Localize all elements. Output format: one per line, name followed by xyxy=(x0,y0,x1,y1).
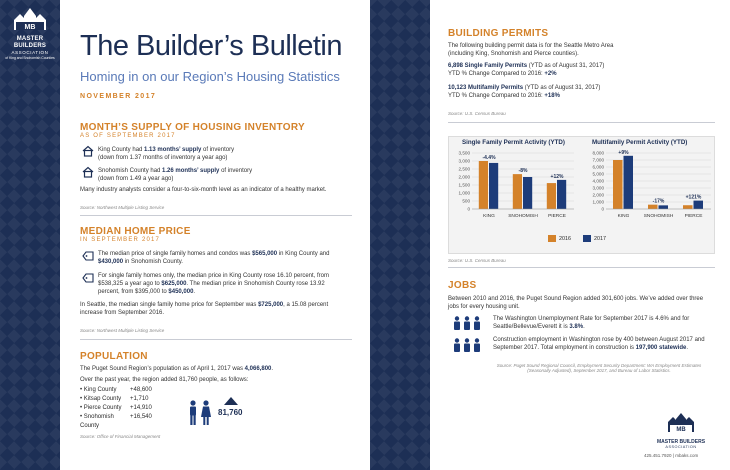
bulletin-subtitle: Homing in on our Region’s Housing Statistics xyxy=(80,69,340,84)
unemployment-text: The Washington Unemployment Rate for September 2017 is 4.6% and for Seattle/Bellevue/Everett it is 3.8%. xyxy=(493,316,690,330)
permits-heading: BUILDING PERMITS xyxy=(448,28,549,39)
x-tick-label: PIERCE xyxy=(684,214,703,219)
y-tick-label: 2,000 xyxy=(458,174,470,180)
bar-2017 xyxy=(624,156,634,209)
chart-source: Source: U.S. Census Bureau xyxy=(448,258,506,263)
logo-name: MASTER BUILDERS xyxy=(656,439,706,445)
bar-2017 xyxy=(694,201,704,209)
population-added-text: Over the past year, the region added 81,760 people, as follows: xyxy=(80,377,249,383)
bar-2016 xyxy=(513,174,522,209)
y-tick-label: 1,000 xyxy=(592,199,604,205)
bar-2016 xyxy=(547,183,556,209)
arrow-up-icon xyxy=(224,397,238,405)
x-tick-label: SNOHOMISH xyxy=(643,214,674,219)
bar-2016 xyxy=(613,160,623,209)
permits-intro: The following building permit data is for the Seattle Metro Area (including King, Snohomish and Pierce counties). xyxy=(448,43,614,57)
bar-2017 xyxy=(489,163,498,209)
logo-mark: MB xyxy=(676,427,686,433)
y-tick-label: 0 xyxy=(467,206,470,212)
house-icon xyxy=(82,145,94,157)
x-tick-label: SNOHOMISH xyxy=(508,214,538,219)
permits-source: Source: U.S. Census Bureau xyxy=(448,111,506,116)
legend-swatch xyxy=(548,235,556,242)
data-label: +12% xyxy=(550,173,564,180)
jobs-source: Source: Puget Sound Regional Council, Employment Security Department: WA Employment Estimates (Seasonally Adjusted), September 2017, and Bureau of Labor Statistics. xyxy=(496,363,702,373)
data-label: +9% xyxy=(618,149,629,156)
snohomish-supply-text: Snohomish County had 1.26 months’ supply of inventory (down from 1.49 a year ago) xyxy=(98,168,253,182)
logo-mark: MB xyxy=(24,24,36,31)
bar-2016 xyxy=(479,161,488,209)
houses-logo-icon xyxy=(10,6,50,36)
y-tick-label: 2,000 xyxy=(592,192,604,198)
median-source: Source: Northwest Multiple Listing Service xyxy=(80,328,165,333)
bar-2016 xyxy=(683,205,693,209)
logo-tagline: of King and Snohomish Counties xyxy=(5,56,55,60)
jobs-heading: JOBS xyxy=(448,280,477,291)
price-tag-icon xyxy=(82,251,94,261)
contact-info: 425.451.7920 | mbaks.com xyxy=(644,453,699,458)
median-paragraph-1: The median price of single family homes and condos was $565,000 in King County and $430,000 in Snohomish County. xyxy=(98,251,330,265)
supply-source: Source: Northwest Multiple Listing Service xyxy=(80,205,165,210)
y-tick-label: 1,500 xyxy=(458,182,470,188)
data-label: -4.4% xyxy=(482,155,496,161)
multifamily-permits: 10,123 Multifamily Permits (YTD as of August 31, 2017) YTD % Change Compared to 2016: +18% xyxy=(448,85,601,99)
data-label: -17% xyxy=(652,198,665,205)
legend-swatch xyxy=(583,235,591,242)
divider xyxy=(80,215,352,216)
population-heading: POPULATION xyxy=(80,351,148,362)
single-family-permits: 6,898 Single Family Permits (YTD as of August 31, 2017) YTD % Change Compared to 2016: +2% xyxy=(448,63,605,77)
workers-icon xyxy=(452,316,482,330)
mf-chart-title: Multifamily Permit Activity (YTD) xyxy=(592,139,688,146)
supply-heading: MONTH’S SUPPLY OF HOUSING INVENTORY xyxy=(80,122,305,133)
bulletin-title: The Builder’s Bulletin xyxy=(80,30,342,62)
houses-logo-icon xyxy=(666,412,696,434)
median-heading: MEDIAN HOME PRICE xyxy=(80,226,191,237)
population-county-list xyxy=(80,386,165,431)
supply-subheading: AS OF SEPTEMBER 2017 xyxy=(80,133,176,139)
left-pattern-band xyxy=(0,0,60,470)
legend-item-2016: 2016 xyxy=(548,235,571,242)
y-tick-label: 4,000 xyxy=(592,178,604,184)
bar-2017 xyxy=(557,180,566,209)
sf-chart-title: Single Family Permit Activity (YTD) xyxy=(462,139,565,146)
y-tick-label: 3,500 xyxy=(458,150,470,156)
data-label: +121% xyxy=(685,194,702,201)
workers-icon xyxy=(452,338,482,352)
x-tick-label: KING xyxy=(483,214,495,219)
price-tag-icon xyxy=(82,273,94,283)
list-item: • Kitsap County +1,710 xyxy=(80,395,165,404)
logo-name: MASTER BUILDERS xyxy=(13,36,47,49)
y-tick-label: 8,000 xyxy=(592,150,604,156)
mba-logo-footer[interactable] xyxy=(646,412,716,449)
y-tick-label: 5,000 xyxy=(592,171,604,177)
median-subheading: IN SEPTEMBER 2017 xyxy=(80,237,161,243)
center-pattern-band xyxy=(370,0,430,470)
median-paragraph-2: For single family homes only, the median price in King County rose 16.10 percent, from $538,325 a year ago to $625,000. The median price in Snohomish County rose 13.92 percent, from $395,000 to $450,000. xyxy=(98,273,329,295)
divider xyxy=(448,122,715,123)
population-source: Source: Office of Financial Management xyxy=(80,434,161,439)
median-paragraph-3: In Seattle, the median single family home price for September was $725,000, a 15.08 percent increase from September 2016. xyxy=(80,302,329,316)
supply-note: Many industry analysts consider a four-to-six-month level as an indicator of a healthy market. xyxy=(80,187,327,193)
y-tick-label: 3,000 xyxy=(458,158,470,164)
legend-item-2017: 2017 xyxy=(583,235,606,242)
bar-2017 xyxy=(659,205,669,209)
y-tick-label: 1,000 xyxy=(458,190,470,196)
population-total-text: The Puget Sound Region’s population as of April 1, 2017 was 4,066,800. xyxy=(80,366,274,372)
jobs-intro: Between 2010 and 2016, the Puget Sound Region added 301,600 jobs. We’ve added over three jobs for every housing unit. xyxy=(448,296,704,310)
mba-logo[interactable] xyxy=(2,6,58,60)
chart-legend xyxy=(548,235,618,242)
list-item: • King County +48,600 xyxy=(80,386,165,395)
data-label: -8% xyxy=(518,168,528,175)
divider xyxy=(448,267,715,268)
y-tick-label: 500 xyxy=(462,198,470,204)
y-tick-label: 2,500 xyxy=(458,166,470,172)
x-tick-label: PIERCE xyxy=(548,214,566,219)
divider xyxy=(80,339,352,340)
list-item: • Pierce County +14,910 xyxy=(80,404,165,413)
bar-2016 xyxy=(648,205,658,209)
mf-permit-chart xyxy=(582,145,715,225)
people-icon xyxy=(186,400,214,426)
logo-association: ASSOCIATION xyxy=(11,50,49,55)
construction-employment-text: Construction employment in Washington rose by 400 between August 2017 and September 2017. Total employment in construction is 197,900 statewide. xyxy=(493,337,705,351)
y-tick-label: 7,000 xyxy=(592,157,604,163)
population-added-figure: 81,760 xyxy=(218,408,243,417)
sf-permit-chart xyxy=(448,145,578,225)
x-tick-label: KING xyxy=(617,214,630,219)
y-tick-label: 3,000 xyxy=(592,185,604,191)
y-tick-label: 0 xyxy=(601,206,604,212)
y-tick-label: 6,000 xyxy=(592,164,604,170)
logo-association: ASSOCIATION xyxy=(665,445,697,449)
king-supply-text: King County had 1.13 months’ supply of inventory (down from 1.37 months of inventory a year ago) xyxy=(98,147,235,161)
issue-date: NOVEMBER 2017 xyxy=(80,93,157,100)
house-icon xyxy=(82,166,94,178)
bar-2017 xyxy=(523,177,532,209)
list-item: • Snohomish County +16,540 xyxy=(80,413,165,431)
